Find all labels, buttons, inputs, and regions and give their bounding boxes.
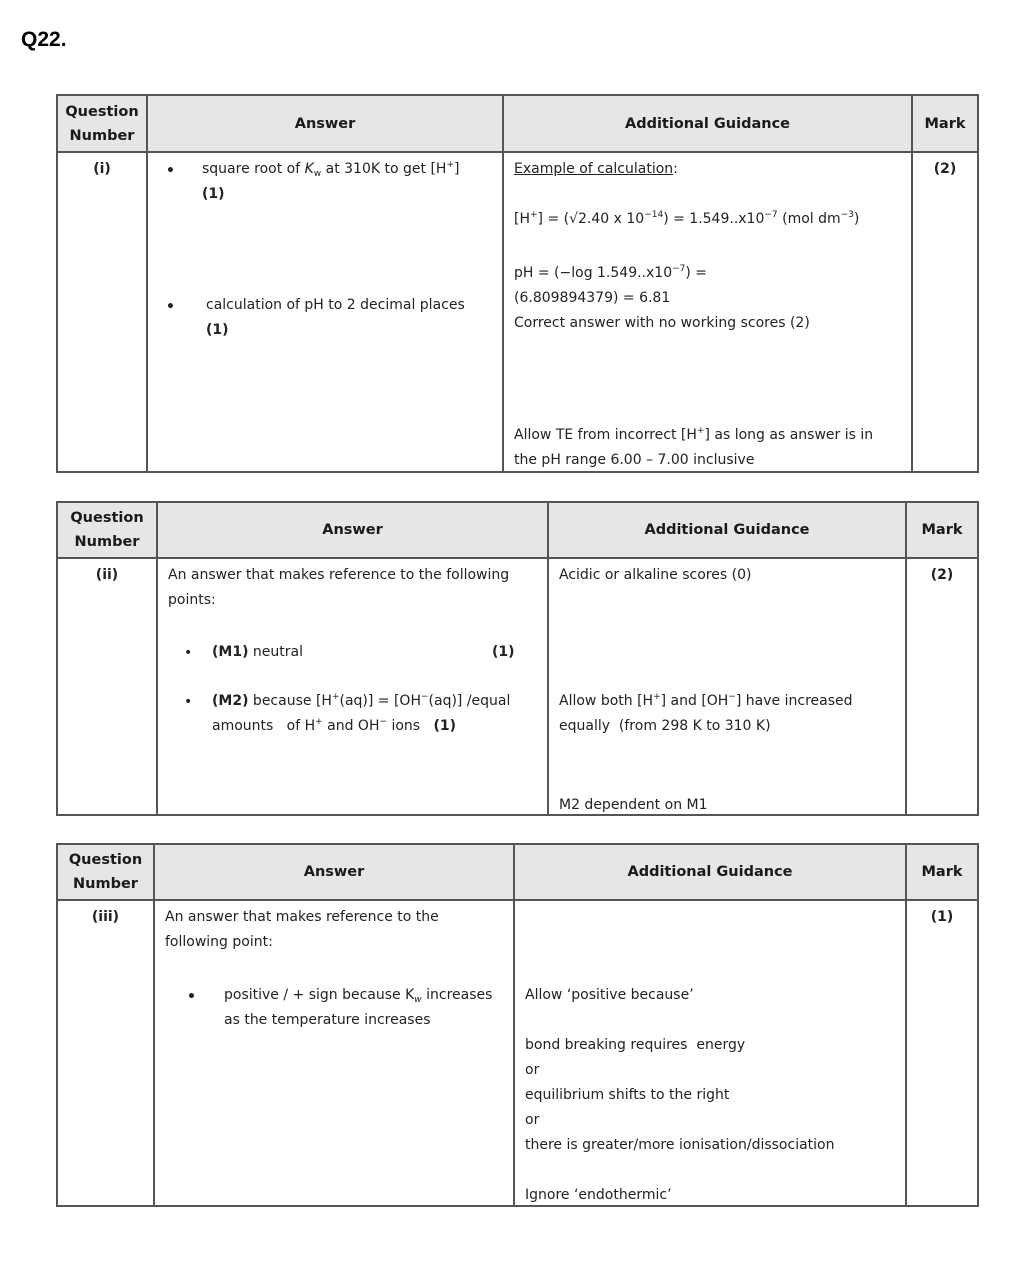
header-mark: Mark: [906, 502, 978, 558]
text: (M2): [212, 693, 249, 709]
text: −14: [644, 210, 664, 220]
answer-point-1: [202, 157, 502, 207]
text: Allow TE from incorrect [H: [514, 427, 697, 443]
text: because [H: [248, 693, 332, 709]
calc-line-h: [514, 207, 859, 232]
text: +: [530, 210, 538, 220]
question-number: (ii): [57, 558, 157, 815]
text: at 310K to get [H: [321, 161, 447, 177]
text: (mol dm: [777, 211, 841, 227]
text: [H: [514, 211, 530, 227]
header-qn-line2: Number: [69, 127, 135, 144]
calc-heading: [514, 157, 678, 182]
header-guidance: Additional Guidance: [514, 844, 906, 900]
text: An answer that makes reference to the: [165, 909, 439, 925]
header-qn-line2: Number: [73, 876, 138, 892]
text: amounts of H: [212, 718, 316, 734]
text: w: [414, 995, 422, 1005]
text: Allow both [H: [559, 693, 654, 709]
guidance-cell: [503, 152, 912, 472]
header-qn-line2: Number: [74, 534, 140, 550]
answer-point-m2: [212, 689, 510, 739]
text: ] as long as answer is in: [704, 427, 874, 443]
text: ]: [453, 161, 460, 177]
header-answer: Answer: [157, 502, 548, 558]
text: +: [653, 692, 661, 702]
header-answer: Answer: [154, 844, 514, 900]
text: (6.809894379) = 6.81: [514, 290, 671, 306]
guidance-ignore: Ignore ‘endothermic’: [525, 1187, 672, 1203]
guidance-dependent: M2 dependent on M1: [559, 797, 708, 813]
text: w: [313, 169, 322, 179]
text: K: [304, 161, 314, 177]
text: there is greater/more ionisation/dissociation: [525, 1137, 835, 1153]
guidance-allow: Allow ‘positive because’: [525, 987, 694, 1003]
guidance-allow: [559, 689, 853, 739]
text: ) = 1.549..x10: [663, 211, 765, 227]
mark-scheme-table-iii: [56, 843, 979, 1207]
text: :: [673, 161, 678, 177]
answer-cell: [157, 558, 548, 815]
header-qn-line1: Question: [68, 852, 143, 868]
answer-intro: An answer that makes reference to the following points:: [168, 567, 510, 608]
mark-value: (1): [906, 900, 978, 1206]
header-answer: Answer: [147, 95, 503, 152]
guidance-alternatives: [525, 1033, 834, 1158]
bullet-icon: •: [166, 299, 175, 315]
question-number: (iii): [57, 900, 154, 1206]
answer-cell: [154, 900, 514, 1206]
mark-value: (1): [202, 186, 225, 202]
text: ] and [OH: [660, 693, 729, 709]
header-mark: Mark: [912, 95, 978, 152]
mark-value: (1): [206, 322, 229, 338]
text: bond breaking requires energy: [525, 1037, 746, 1053]
calc-line-ph: [514, 261, 810, 336]
text: or: [525, 1112, 540, 1128]
text: ) =: [685, 265, 708, 281]
text: −7: [672, 264, 686, 274]
bullet-icon: •: [166, 163, 175, 179]
answer-point: [224, 983, 492, 1033]
text: Correct answer with no working scores (2): [514, 315, 810, 331]
bullet-icon: •: [187, 989, 196, 1005]
text: +: [446, 160, 454, 170]
text: (M1): [212, 644, 249, 660]
text: −: [728, 692, 736, 702]
mark-value: (2): [912, 152, 978, 472]
bullet-icon: •: [184, 694, 193, 710]
text: +: [696, 426, 705, 436]
text: equilibrium shifts to the right: [525, 1087, 730, 1103]
bullet-icon: •: [184, 645, 193, 661]
answer-intro: [165, 905, 439, 955]
header-qn-line1: Question: [65, 103, 139, 120]
text: as the temperature increases: [224, 1012, 431, 1028]
text: square root of: [202, 161, 305, 177]
header-question-number: [57, 502, 157, 558]
guidance-line: Acidic or alkaline scores (0): [559, 567, 752, 583]
text: increases: [421, 987, 493, 1003]
text: neutral: [248, 644, 304, 660]
mark-value: (1): [433, 718, 457, 734]
header-question-number: [57, 95, 147, 152]
mark-value: (1): [492, 644, 515, 660]
text: the pH range 6.00 – 7.00 inclusive: [514, 452, 755, 468]
mark-scheme-table-i: [56, 94, 979, 473]
text: +: [315, 717, 323, 727]
header-question-number: [57, 844, 154, 900]
question-title: Q22.: [21, 28, 67, 51]
text: −: [379, 717, 388, 727]
guidance-cell: [548, 558, 906, 815]
header-qn-line1: Question: [70, 510, 144, 526]
text: +: [331, 692, 340, 702]
text: and OH: [322, 718, 380, 734]
text: or: [525, 1062, 540, 1078]
text: equally (from 298 K to 310 K): [559, 718, 771, 734]
text: calculation of pH to 2 decimal places: [206, 297, 465, 313]
text: −: [420, 692, 429, 702]
text: (aq)] /equal: [428, 693, 511, 709]
text: ions: [387, 718, 421, 734]
text: pH = (−log 1.549..x10: [514, 265, 673, 281]
text: −3: [840, 210, 854, 220]
text: (aq)] = [OH: [339, 693, 421, 709]
header-guidance: Additional Guidance: [503, 95, 912, 152]
answer-point-2: [206, 293, 506, 343]
header-guidance: Additional Guidance: [548, 502, 906, 558]
text: ] = (√2.40 x 10: [537, 211, 645, 227]
text: ): [853, 211, 860, 227]
header-mark: Mark: [906, 844, 978, 900]
mark-scheme-table-ii: [56, 501, 979, 816]
mark-value: (2): [906, 558, 978, 815]
text: ] have increased: [735, 693, 853, 709]
answer-point-m1: [212, 640, 532, 665]
guidance-cell: [514, 900, 906, 1206]
text: −7: [764, 210, 778, 220]
allow-te-note: [514, 423, 873, 473]
question-number: (i): [57, 152, 147, 472]
answer-cell: [147, 152, 503, 472]
text: following point:: [165, 934, 273, 950]
text: positive / + sign because K: [224, 987, 415, 1003]
text: Example of calculation: [514, 161, 674, 177]
